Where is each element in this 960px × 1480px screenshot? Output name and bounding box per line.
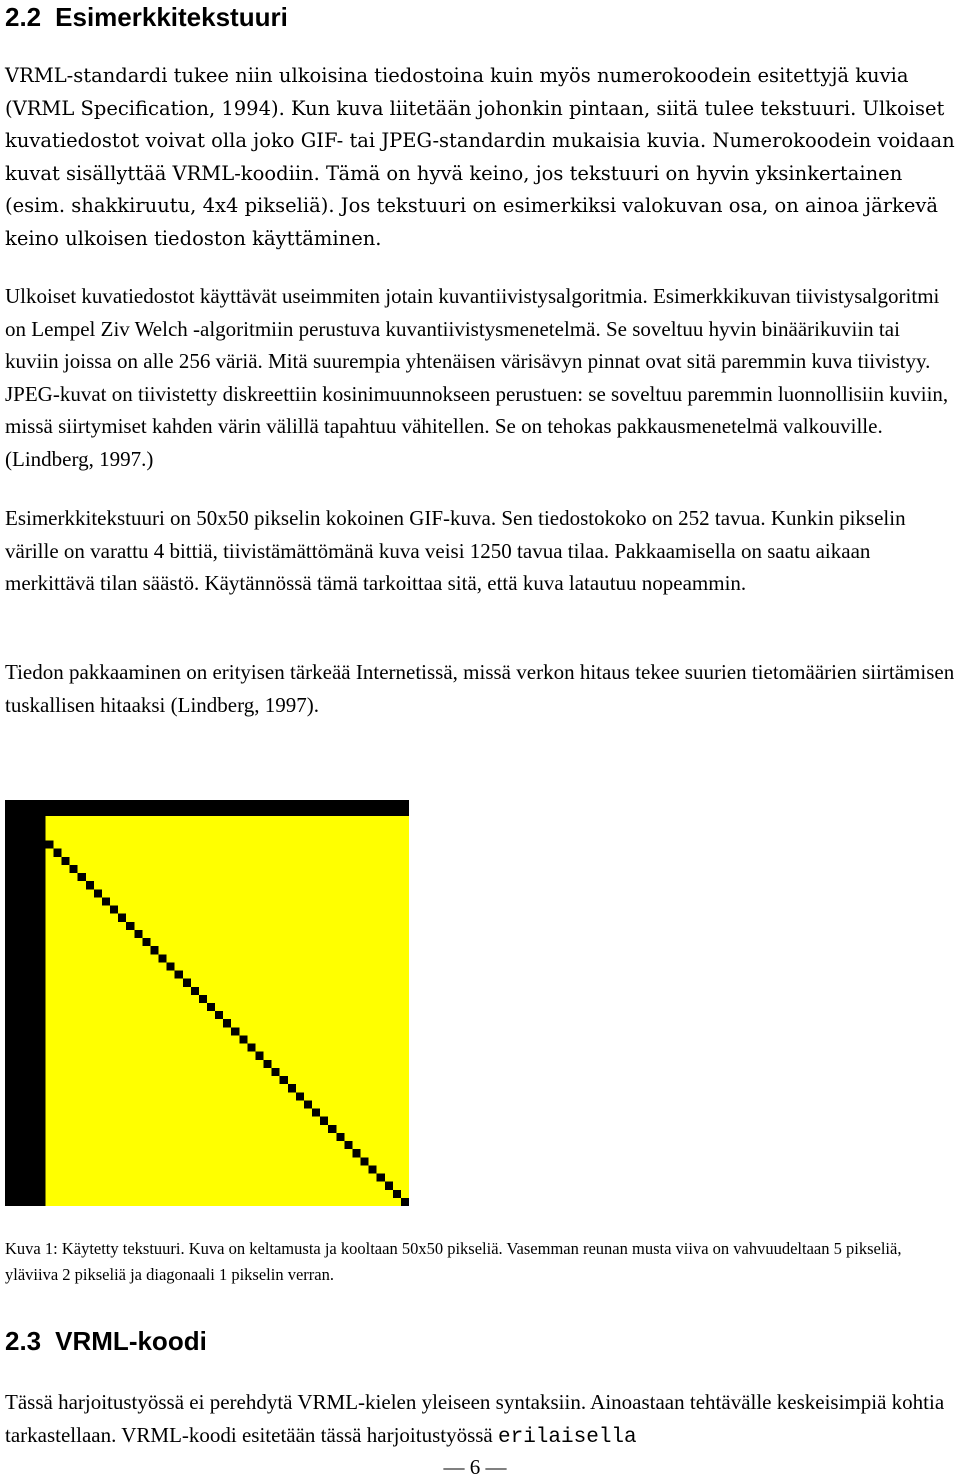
- diagonal-pixel: [126, 922, 134, 930]
- diagonal-pixel: [239, 1035, 247, 1043]
- diagonal-pixel: [272, 1068, 280, 1076]
- diagonal-pixel: [110, 906, 118, 914]
- diagonal-pixel: [255, 1052, 263, 1060]
- diagonal-pixel: [231, 1027, 239, 1035]
- diagonal-pixel: [134, 930, 142, 938]
- page-number: — 6 —: [443, 1455, 507, 1479]
- diagonal-pixel: [207, 1003, 215, 1011]
- diagonal-pixel: [175, 971, 183, 979]
- section-number: 2.3: [5, 1326, 42, 1356]
- diagonal-pixel: [142, 938, 150, 946]
- diagonal-pixel: [320, 1117, 328, 1125]
- diagonal-pixel: [280, 1076, 288, 1084]
- diagonal-pixel: [37, 832, 45, 840]
- diagonal-pixel: [377, 1174, 385, 1182]
- diagonal-pixel: [401, 1198, 409, 1206]
- diagonal-pixel: [312, 1109, 320, 1117]
- paragraph-text: Tässä harjoitustyössä ei perehdytä VRML-kielen yleiseen syntaksiin. Ainoastaan tehtävälle keskeisimpiä kohtia tarkastellaan. VRML-koodi esitetään tässä harjoitustyössä: [5, 1390, 945, 1447]
- diagonal-pixel: [94, 889, 102, 897]
- diagonal-pixel: [385, 1182, 393, 1190]
- diagonal-pixel: [247, 1044, 255, 1052]
- section-number: 2.2: [5, 2, 42, 32]
- diagonal-pixel: [118, 914, 126, 922]
- diagonal-pixel: [167, 962, 175, 970]
- monospace-word: erilaisella: [498, 1425, 637, 1449]
- diagonal-pixel: [191, 987, 199, 995]
- texture-left-line: [5, 800, 45, 1206]
- paragraph-vrml-intro: [5, 1386, 955, 1454]
- diagonal-pixel: [328, 1125, 336, 1133]
- diagonal-pixel: [86, 881, 94, 889]
- diagonal-pixel: [70, 865, 78, 873]
- diagonal-pixel: [53, 849, 61, 857]
- diagonal-pixel: [288, 1084, 296, 1092]
- texture-top-line: [5, 800, 409, 816]
- section-heading-vrml: [5, 1326, 207, 1357]
- diagonal-pixel: [344, 1141, 352, 1149]
- diagonal-pixel: [159, 954, 167, 962]
- texture-figure: [5, 800, 409, 1206]
- diagonal-pixel: [29, 824, 37, 832]
- diagonal-pixel: [150, 946, 158, 954]
- diagonal-pixel: [361, 1157, 369, 1165]
- diagonal-pixel: [369, 1165, 377, 1173]
- section-title: VRML-koodi: [55, 1326, 207, 1356]
- diagonal-pixel: [393, 1190, 401, 1198]
- paragraph-compression: Ulkoiset kuvatiedostot käyttävät useimmiten jotain kuvantiivistysalgoritmia. Esimerkkikuvan tiivistysalgoritmi on Lempel Ziv Welch -algoritmiin perustuva kuvantiivistysmenetelmä. Se soveltuu hyvin binäärikuviin tai kuviin joissa on alle 256 väriä. Mitä suurempia yhtenäisen värisävyn pinnat ovat sitä paremmin kuva tiivistyy. JPEG-kuvat on tiivistetty diskreettiin kosinimuunnokseen perustuen: se soveltuu paremmin luonnollisiin kuviin, missä siirtymiset kahden värin välillä tapahtuu vähitellen. Se on tehokas pakkausmenetelmä valkouville. (Lindberg, 1997.): [5, 284, 949, 471]
- diagonal-pixel: [199, 995, 207, 1003]
- diagonal-pixel: [264, 1060, 272, 1068]
- diagonal-pixel: [296, 1092, 304, 1100]
- diagonal-pixel: [183, 979, 191, 987]
- diagonal-pixel: [304, 1100, 312, 1108]
- diagonal-pixel: [215, 1011, 223, 1019]
- paragraph-internet: Tiedon pakkaaminen on erityisen tärkeää Internetissä, missä verkon hitaus tekee suurien tietomäärien siirtämisen tuskallisen hitaaksi (Lindberg, 1997).: [5, 660, 955, 717]
- diagonal-pixel: [352, 1149, 360, 1157]
- figure-caption: Kuva 1: Käytetty tekstuuri. Kuva on keltamusta ja kooltaan 50x50 pikseliä. Vasemman reunan musta viiva on vahvuudeltaan 5 pikseliä, yläviiva 2 pikseliä ja diagonaali 1 pikselin verran.: [5, 1239, 902, 1284]
- diagonal-pixel: [45, 841, 53, 849]
- diagonal-pixel: [21, 816, 29, 824]
- paragraph-texture-intro: VRML-standardi tukee niin ulkoisina tiedostoina kuin myös numerokoodein esitettyjä kuvia (VRML Specification, 1994). Kun kuva liitetään johonkin pintaan, siitä tulee tekstuuri. Ulkoiset kuvatiedostot voivat olla joko GIF- tai JPEG-standardin mukaisia kuvia. Numerokoodein voidaan kuvat sisällyttää VRML-koodiin. Tämä on hyvä keino, jos tekstuuri on hyvin yksinkertainen (esim. shakkiruutu, 4x4 pikseliä). Jos tekstuuri on esimerkiksi valokuvan osa, on ainoa järkevä keino ulkoisen tiedoston käyttäminen.: [5, 64, 955, 250]
- section-heading-texture: [5, 2, 288, 33]
- paragraph-example-size: Esimerkkitekstuuri on 50x50 pikselin kokoinen GIF-kuva. Sen tiedostokoko on 252 tavua. Kunkin pikselin värille on varattu 4 bittiä, tiivistämättömänä kuva veisi 1250 tavua tilaa. Pakkaamisella on saatu aikaan merkittävä tilan säästö. Käytännössä tämä tarkoittaa sitä, että kuva latautuu nopeammin.: [5, 506, 906, 595]
- diagonal-pixel: [223, 1019, 231, 1027]
- diagonal-pixel: [62, 857, 70, 865]
- diagonal-pixel: [336, 1133, 344, 1141]
- diagonal-pixel: [102, 897, 110, 905]
- diagonal-pixel: [78, 873, 86, 881]
- section-title: Esimerkkitekstuuri: [55, 2, 288, 32]
